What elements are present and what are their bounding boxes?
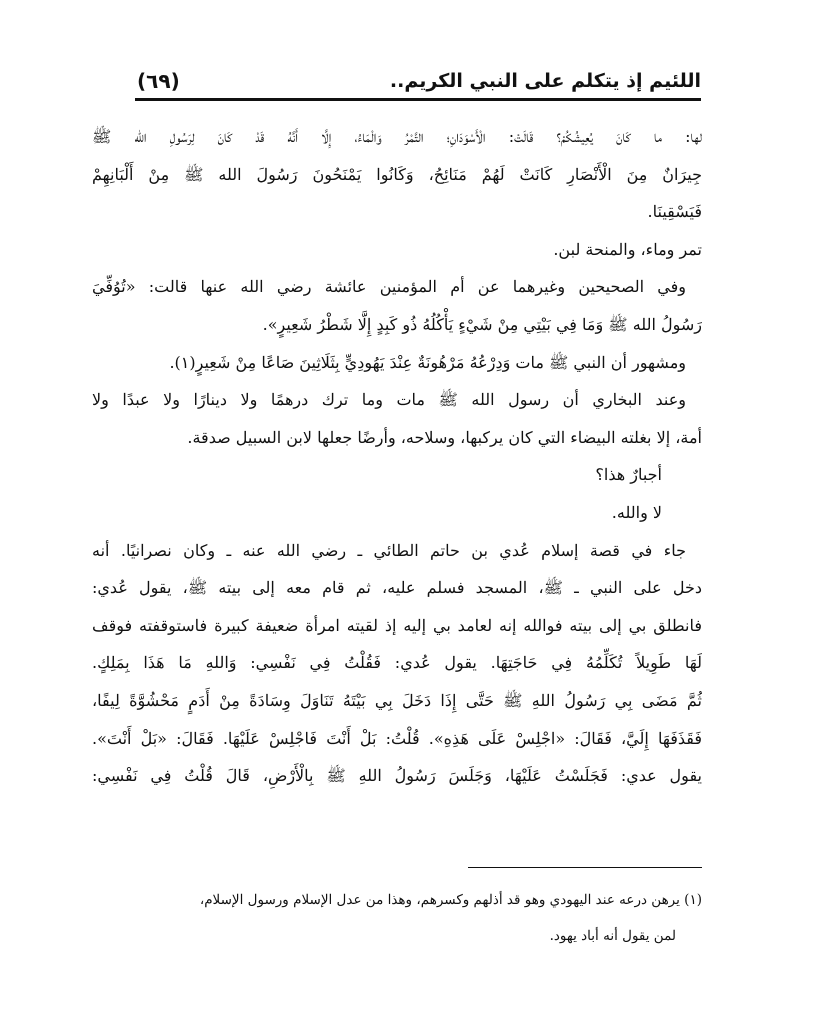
- text-line: فَقَذَفَهَا إِلَيَّ، فَقَالَ: «اجْلِسْ عَلَى هَذِهِ». قُلْتُ: بَلْ أَنْتَ فَاجْلِسْ عَلَيْهَا. فَقَالَ: «بَلْ أَنْتَ».: [92, 728, 702, 748]
- text-line: لا والله.: [611, 502, 662, 522]
- text-line: أمة، إلا بغلته البيضاء التي كان يركبها، وسلاحه، وأرضًا جعلها لابن السبيل صدقة.: [187, 427, 702, 447]
- text-line: وفي الصحيحين وغيرهما عن أم المؤمنين عائشة رضي الله عنها قالت: «تُوُفِّيَ: [92, 277, 686, 297]
- text-line: ومشهور أن النبي ﷺ مات وَدِرْعُهُ مَرْهُونَةٌ عِنْدَ يَهُودِيٍّ بِثَلَاثِينَ صَاعًا مِنْ شَعِيرٍ(١).: [169, 352, 686, 372]
- text-line: يقول عدي: فَجَلَسْتُ عَلَيْهَا، وَجَلَسَ رَسُولُ اللهِ ﷺ بِالْأَرْضِ، قَالَ قُلْتُ فِي نَفْسِي:: [92, 766, 702, 786]
- text-line: أجبارٌ هذا؟: [595, 465, 662, 485]
- text-line: جاء في قصة إسلام عُدي بن حاتم الطائي ـ رضي الله عنه ـ وكان نصرانيًا. أنه: [92, 540, 686, 560]
- text-line: رَسُولُ الله ﷺ وَمَا فِي بَيْتِي مِنْ شَيْءٍ يَأْكُلُهُ ذُو كَبِدٍ إِلَّا شَطْرُ شَعِيرٍ».: [262, 314, 702, 334]
- footnotes: [92, 882, 702, 954]
- footnote-line: (١) يرهن درعه عند اليهودي وهو قد أذلهم وكسرهم، وهذا من عدل الإسلام ورسول الإسلام،: [199, 892, 702, 908]
- text-line: وعند البخاري أن رسول الله ﷺ مات وما ترك درهمًا ولا دينارًا ولا عبدًا ولا: [92, 390, 686, 410]
- text-line: لها: ما كَانَ يُعِيشُكُمْ؟ قَالَتْ: الْأَسْوَدَانِ؛ التَّمْرُ وَالْمَاءُ، إِلَّا أَنَّهُ قَدْ كَانَ لِرَسُولِ الله ﷺ: [92, 127, 702, 146]
- running-header: [135, 68, 701, 101]
- text-line: دخل على النبي ـ ﷺ، المسجد فسلم عليه، ثم قام معه إلى بيته ﷺ، يقول عُدي:: [92, 578, 702, 598]
- footnote-separator: [468, 867, 702, 868]
- text-line: جِيرَانٌ مِنَ الْأَنْصَارِ كَانَتْ لَهُمْ مَنَائِحُ، وَكَانُوا يَمْنَحُونَ رَسُولَ الله ﷺ مِنْ أَلْبَانِهِمْ: [92, 164, 702, 184]
- text-line: ثُمَّ مَضَى بِي رَسُولُ اللهِ ﷺ حَتَّى إِذَا دَخَلَ بِي بَيْتَهُ تَنَاوَلَ وِسَادَةً مِنْ أَدَمٍ مَحْشُوَّةً لِيفًا،: [92, 690, 702, 710]
- header-title: اللئيم إذ يتكلم على النبي الكريم..: [389, 70, 701, 92]
- text-line: فانطلق بي إلى بيته فوالله إنه لعامد بي إليه إذ لقيته امرأة ضعيفة كبيرة فاستوقفته فوقف: [92, 615, 702, 635]
- text-line: لَهَا طَوِيلاً تُكَلِّمُهُ فِي حَاجَتِهَا. يقول عُدي: فَقُلْتُ فِي نَفْسِي: وَاللهِ مَا هَذَا بِمَلِكٍ.: [92, 653, 702, 673]
- footnote-line: لمن يقول أنه أباد يهود.: [549, 928, 676, 944]
- text-line: فَيَسْقِينَا.: [647, 202, 702, 222]
- page-number: (٦٩): [137, 69, 180, 93]
- main-text: [92, 118, 702, 795]
- text-line: تمر وماء، والمنحة لبن.: [553, 239, 702, 259]
